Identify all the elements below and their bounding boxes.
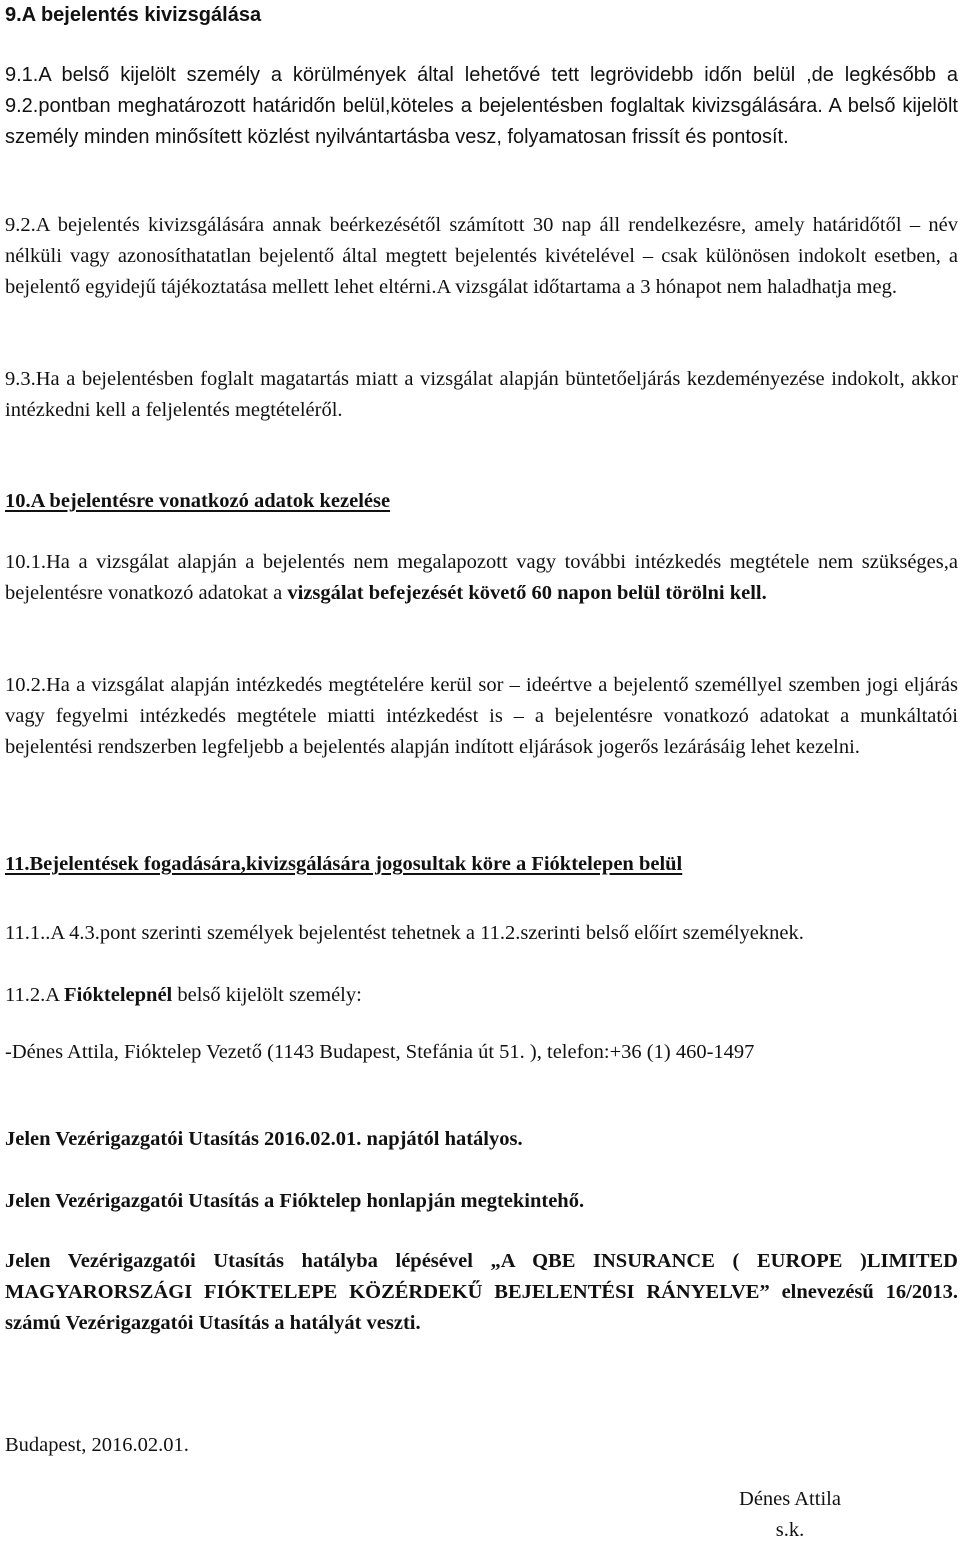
section-9-heading: 9.A bejelentés kivizsgálása xyxy=(5,4,262,26)
section-10-heading: 10.A bejelentésre vonatkozó adatok kezelése xyxy=(5,490,391,512)
paragraph-10-2: 10.2.Ha a vizsgálat alapján intézkedés megtételére kerül sor – ideértve a bejelentő személlyel szemben jogi eljárás vagy fegyelmi intézkedés megtétele miatti intézkedést is – a bejelentésre vonatkozó adatokat a munkáltatói bejelentési rendszerben legfeljebb a bejelentés alapján indított eljárások jogerős lezárásáig lehet kezelni. xyxy=(5,674,958,758)
section-11-heading: 11.Bejelentések fogadására,kivizsgálására jogosultak köre a Fióktelepen belül xyxy=(5,853,683,875)
paragraph-9-1: 9.1.A belső kijelölt személy a körülmények által lehetővé tett legrövidebb időn belül ,de legkésőbb a 9.2.pontban meghatározott határidőn belül,köteles a bejelentésben foglaltak kivizsgálására. A belső kijelölt személy minden minősített közlést nyilvántartásba vesz, folyamatosan frissít és pontosít. xyxy=(5,64,958,148)
paragraph-11-2-text: 11.2.A xyxy=(5,984,65,1006)
publication-statement: Jelen Vezérigazgatói Utasítás a Fióktelep honlapján megtekintehő. xyxy=(5,1190,585,1212)
paragraph-11-1: 11.1..A 4.3.pont szerinti személyek bejelentést tehetnek a 11.2.szerinti belső előírt személyeknek. xyxy=(5,922,804,944)
contact-person: -Dénes Attila, Fióktelep Vezető (1143 Budapest, Stefánia út 51. ), telefon:+36 (1) 460-1497 xyxy=(5,1041,755,1063)
signatory-name: Dénes Attila xyxy=(739,1488,841,1510)
paragraph-11-2-emphasis: Fióktelepnél xyxy=(64,984,173,1006)
paragraph-10-1-text: 10.1.Ha a vizsgálat alapján a bejelentés nem megalapozott vagy további intézkedés megtétele nem szükséges,a bejelentésre vonatkozó adatokat a xyxy=(5,551,958,604)
signatory-note: s.k. xyxy=(775,1519,805,1541)
paragraph-9-2: 9.2.A bejelentés kivizsgálására annak beérkezésétől számított 30 nap áll rendelkezésre, amely határidőtől – név nélküli vagy azonosíthatatlan bejelentő által megtett bejelentés kivételével – csak különösen indokolt esetben, a bejelentő egyidejű tájékoztatása mellett lehet eltérni.A vizsgálat időtartama a 3 hónapot nem haladhatja meg. xyxy=(5,214,958,298)
paragraph-11-2 xyxy=(5,980,958,1011)
repeal-statement: Jelen Vezérigazgatói Utasítás hatályba lépésével „A QBE INSURANCE ( EUROPE )LIMITED MAGYARORSZÁGI FIÓKTELEPE KÖZÉRDEKŰ BEJELENTÉSI RÁNYELVE” elnevezésű 16/2013. számú Vezérigazgatói Utasítás a hatályát veszti. xyxy=(5,1250,958,1334)
paragraph-10-1 xyxy=(5,547,958,609)
paragraph-10-1-emphasis: vizsgálat befejezését követő 60 napon belül törölni kell. xyxy=(287,582,767,604)
effective-date-statement: Jelen Vezérigazgatói Utasítás 2016.02.01. napjától hatályos. xyxy=(5,1128,523,1150)
paragraph-11-2-text-end: belső kijelölt személy: xyxy=(172,984,362,1006)
paragraph-9-3: 9.3.Ha a bejelentésben foglalt magatartás miatt a vizsgálat alapján büntetőeljárás kezdeményezése indokolt, akkor intézkedni kell a feljelentés megtételéről. xyxy=(5,368,958,421)
signature-block xyxy=(720,1484,860,1546)
place-and-date: Budapest, 2016.02.01. xyxy=(5,1434,189,1456)
